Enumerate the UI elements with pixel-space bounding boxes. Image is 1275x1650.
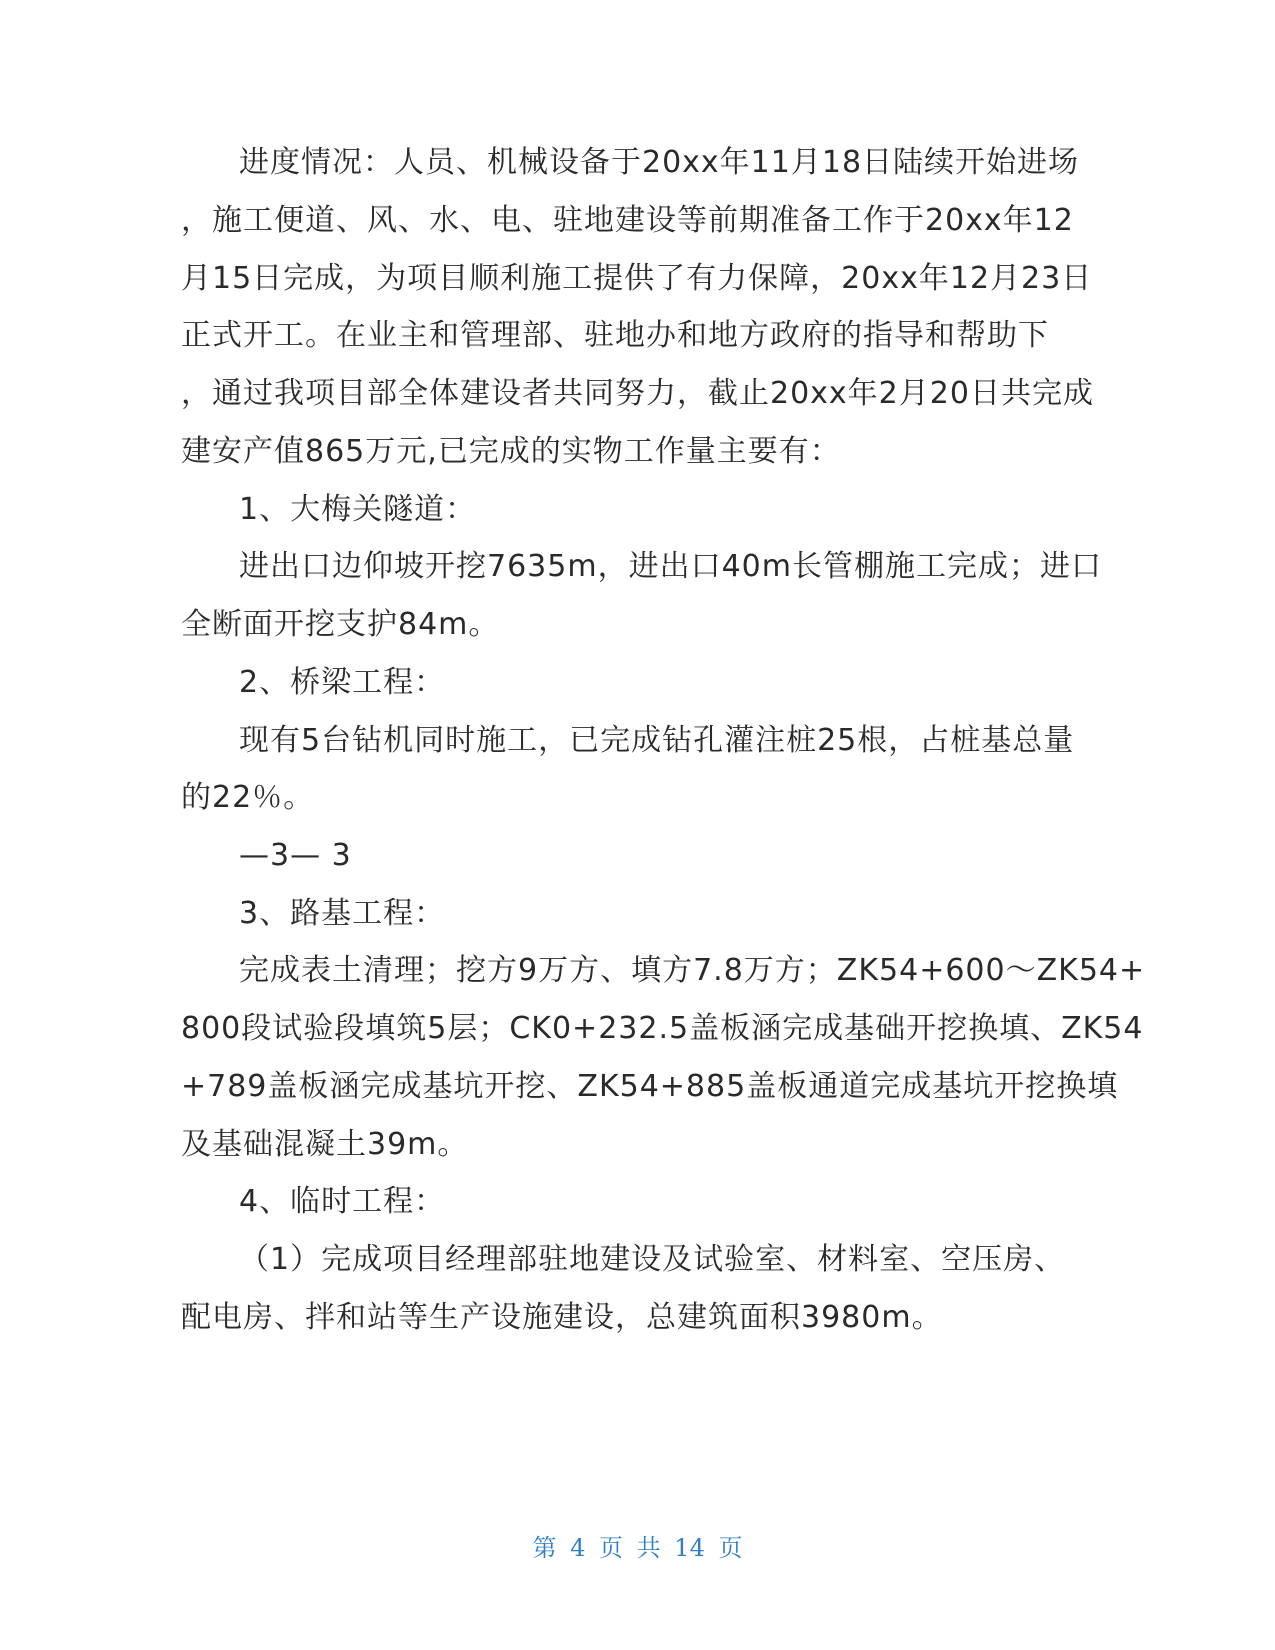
paragraph-line: 建安产值865万元,已完成的实物工作量主要有： [181, 434, 841, 469]
paragraph-line: 进出口边仰坡开挖7635m，进出口40m长管棚施工完成；进口 [239, 549, 1102, 584]
paragraph-line: ，施工便道、风、水、电、驻地建设等前期准备工作于20xx年12 [181, 203, 1074, 238]
paragraph-line: 现有5台钻机同时施工，已完成钻孔灌注桩25根，占桩基总量 [239, 723, 1075, 758]
paragraph-line: 正式开工。在业主和管理部、驻地办和地方政府的指导和帮助下 [181, 318, 1049, 353]
section-heading: 2、桥梁工程： [239, 665, 446, 700]
paragraph-line: 进度情况：人员、机械设备于20xx年11月18日陆续开始进场 [239, 145, 1080, 180]
paragraph-line: +789盖板涵完成基坑开挖、ZK54+885盖板通道完成基坑开挖换填 [181, 1069, 1119, 1104]
paragraph-line: ，通过我项目部全体建设者共同努力，截止20xx年2月20日共完成 [181, 376, 1094, 411]
paragraph-line: 配电房、拌和站等生产设施建设，总建筑面积3980m。 [181, 1300, 943, 1335]
paragraph-line: （1）完成项目经理部驻地建设及试验室、材料室、空压房、 [239, 1242, 1066, 1277]
section-heading: 4、临时工程： [239, 1184, 446, 1219]
section-heading: 3、路基工程： [239, 896, 446, 931]
page-marker: —3— 3 [239, 838, 352, 873]
paragraph-line: 完成表土清理；挖方9万方、填方7.8万方；ZK54+600～ZK54+ [239, 953, 1146, 988]
paragraph-line: 及基础混凝土39m。 [181, 1127, 469, 1162]
paragraph-line: 的22％。 [181, 780, 315, 815]
section-heading: 1、大梅关隧道： [239, 492, 477, 527]
paragraph-line: 800段试验段填筑5层；CK0+232.5盖板涵完成基础开挖换填、ZK54 [181, 1011, 1144, 1046]
paragraph-line: 全断面开挖支护84m。 [181, 607, 500, 642]
page-footer: 第 4 页 共 14 页 [532, 1534, 743, 1562]
paragraph-line: 月15日完成，为项目顺利施工提供了有力保障，20xx年12月23日 [181, 261, 1093, 296]
